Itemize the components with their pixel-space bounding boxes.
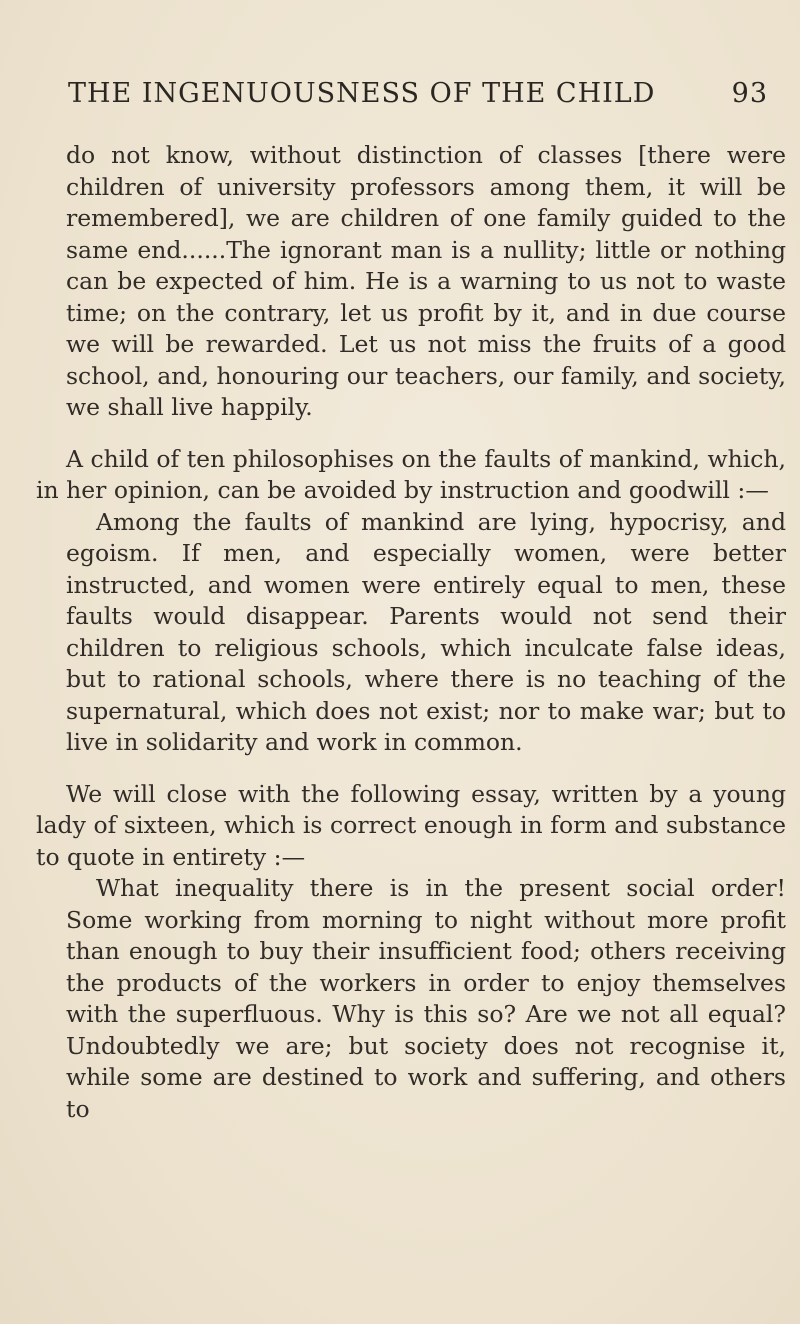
running-head: [68, 78, 768, 109]
paragraph-quote-child-ten: Among the faults of mankind are lying, hypocrisy, and egoism. If men, and especially women, were better instructed, and women were entirely equal to men, these faults would disappear. Parents would not send their children to religious schools, which inculcate false ideas, but to rational schools, where there is no teaching of the supernatural, which does not exist; nor to make war; but to live in solidarity and work in common.: [66, 507, 786, 756]
page-number: 93: [731, 78, 768, 109]
paragraph-quote-essay: What inequality there is in the present social order! Some working from morning to night without more profit than enough to buy their insufficient food; others receiving the products of the workers in order to enjoy themselves with the superfluous. Why is this so? Are we not all equal? Undoubtedly we are; but society does not recognise it, while some are destined to work and suffering, and others to: [66, 874, 786, 1123]
paragraph-continued-quote: do not know, without distinction of classes [there were children of university professors among them, it will be remembered], we are children of one family guided to the same end......The ignorant man is a nullity; little or nothing can be expected of him. He is a warning to us not to waste time; on the contrary, let us profit by it, and in due course we will be rewarded. Let us not miss the fruits of a good school, and, honouring our teachers, our family, and society, we shall live happily.: [66, 141, 786, 421]
paragraph-intro-child-ten: A child of ten philosophises on the faults of mankind, which, in her opinion, can be avoided by instruction and goodwill :—: [36, 444, 786, 504]
body-text: [36, 140, 786, 1125]
running-head-title: THE INGENUOUSNESS OF THE CHILD: [68, 78, 656, 109]
paragraph-intro-essay: We will close with the following essay, written by a young lady of sixteen, which is correct enough in form and substance to quote in entirety :—: [36, 779, 786, 871]
